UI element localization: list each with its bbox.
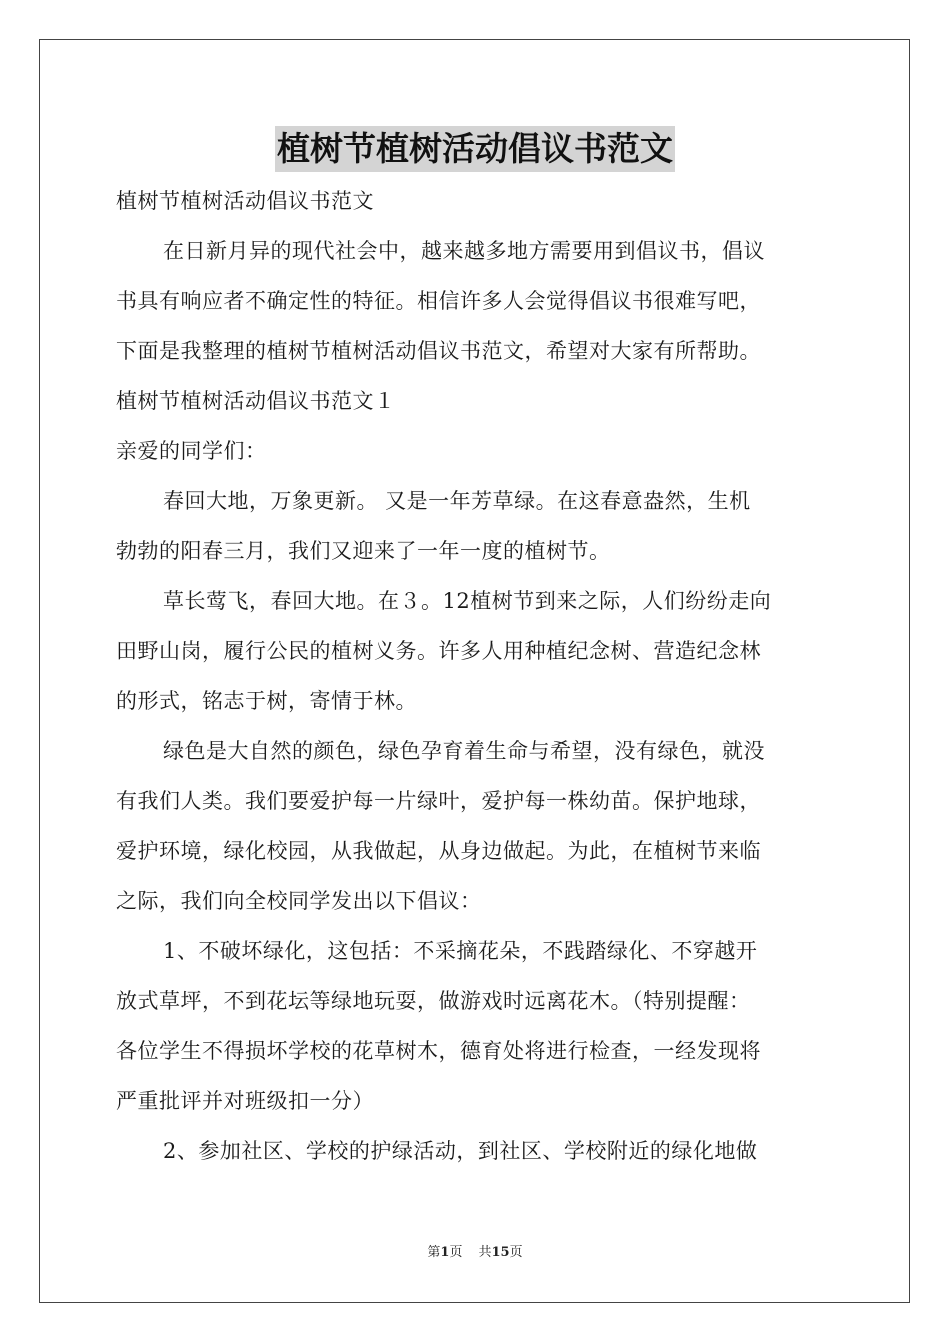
text-line: 严重批评并对班级扣一分） bbox=[116, 1089, 374, 1113]
text-line: 书具有响应者不确定性的特征。相信许多人会觉得倡议书很难写吧， bbox=[116, 289, 761, 313]
text-line: 田野山岗，履行公民的植树义务。许多人用种植纪念树、营造纪念林 bbox=[116, 639, 761, 663]
text-line: 春回大地，万象更新。 又是一年芳草绿。在这春意盎然，生机 bbox=[163, 489, 751, 513]
text-line: 各位学生不得损坏学校的花草树木，德育处将进行检查，一经发现将 bbox=[116, 1039, 761, 1063]
total-suffix: 页 bbox=[509, 1245, 523, 1260]
text-line: 2、参加社区、学校的护绿活动，到社区、学校附近的绿化地做 bbox=[163, 1139, 758, 1163]
section-heading: 植树节植树活动倡议书范文１ bbox=[116, 389, 396, 413]
text-line: 之际，我们向全校同学发出以下倡议： bbox=[116, 889, 482, 913]
text-line: 下面是我整理的植树节植树活动倡议书范文，希望对大家有所帮助。 bbox=[116, 339, 761, 363]
text-line: 有我们人类。我们要爱护每一片绿叶，爱护每一株幼苗。保护地球， bbox=[116, 789, 761, 813]
text-line: 放式草坪，不到花坛等绿地玩耍，做游戏时远离花木。（特别提醒： bbox=[116, 989, 751, 1013]
text-line: 的形式，铭志于树，寄情于林。 bbox=[116, 689, 417, 713]
text-line: 1、不破坏绿化，这包括：不采摘花朵，不践踏绿化、不穿越开 bbox=[163, 939, 758, 963]
total-pages-number: 15 bbox=[491, 1245, 510, 1260]
text-line: 在日新月异的现代社会中，越来越多地方需要用到倡议书，倡议 bbox=[163, 239, 765, 263]
text-line: 绿色是大自然的颜色，绿色孕育着生命与希望，没有绿色，就没 bbox=[163, 739, 765, 763]
page-suffix: 页 bbox=[449, 1245, 463, 1260]
page-prefix: 第 bbox=[427, 1245, 441, 1260]
text-line: 草长莺飞，春回大地。在３。12植树节到来之际，人们纷纷走向 bbox=[163, 589, 772, 613]
document-title: 植树节植树活动倡议书范文 bbox=[275, 126, 675, 172]
document-body bbox=[116, 176, 838, 1176]
text-line: 爱护环境，绿化校园，从我做起，从身边做起。为此，在植树节来临 bbox=[116, 839, 761, 863]
salutation: 亲爱的同学们： bbox=[116, 439, 267, 463]
current-page-number: 1 bbox=[440, 1245, 450, 1260]
page-footer bbox=[0, 1243, 950, 1263]
text-line: 勃勃的阳春三月，我们又迎来了一年一度的植树节。 bbox=[116, 539, 611, 563]
total-prefix: 共 bbox=[478, 1245, 492, 1260]
title-container bbox=[0, 126, 950, 172]
text-line: 植树节植树活动倡议书范文 bbox=[116, 189, 374, 213]
